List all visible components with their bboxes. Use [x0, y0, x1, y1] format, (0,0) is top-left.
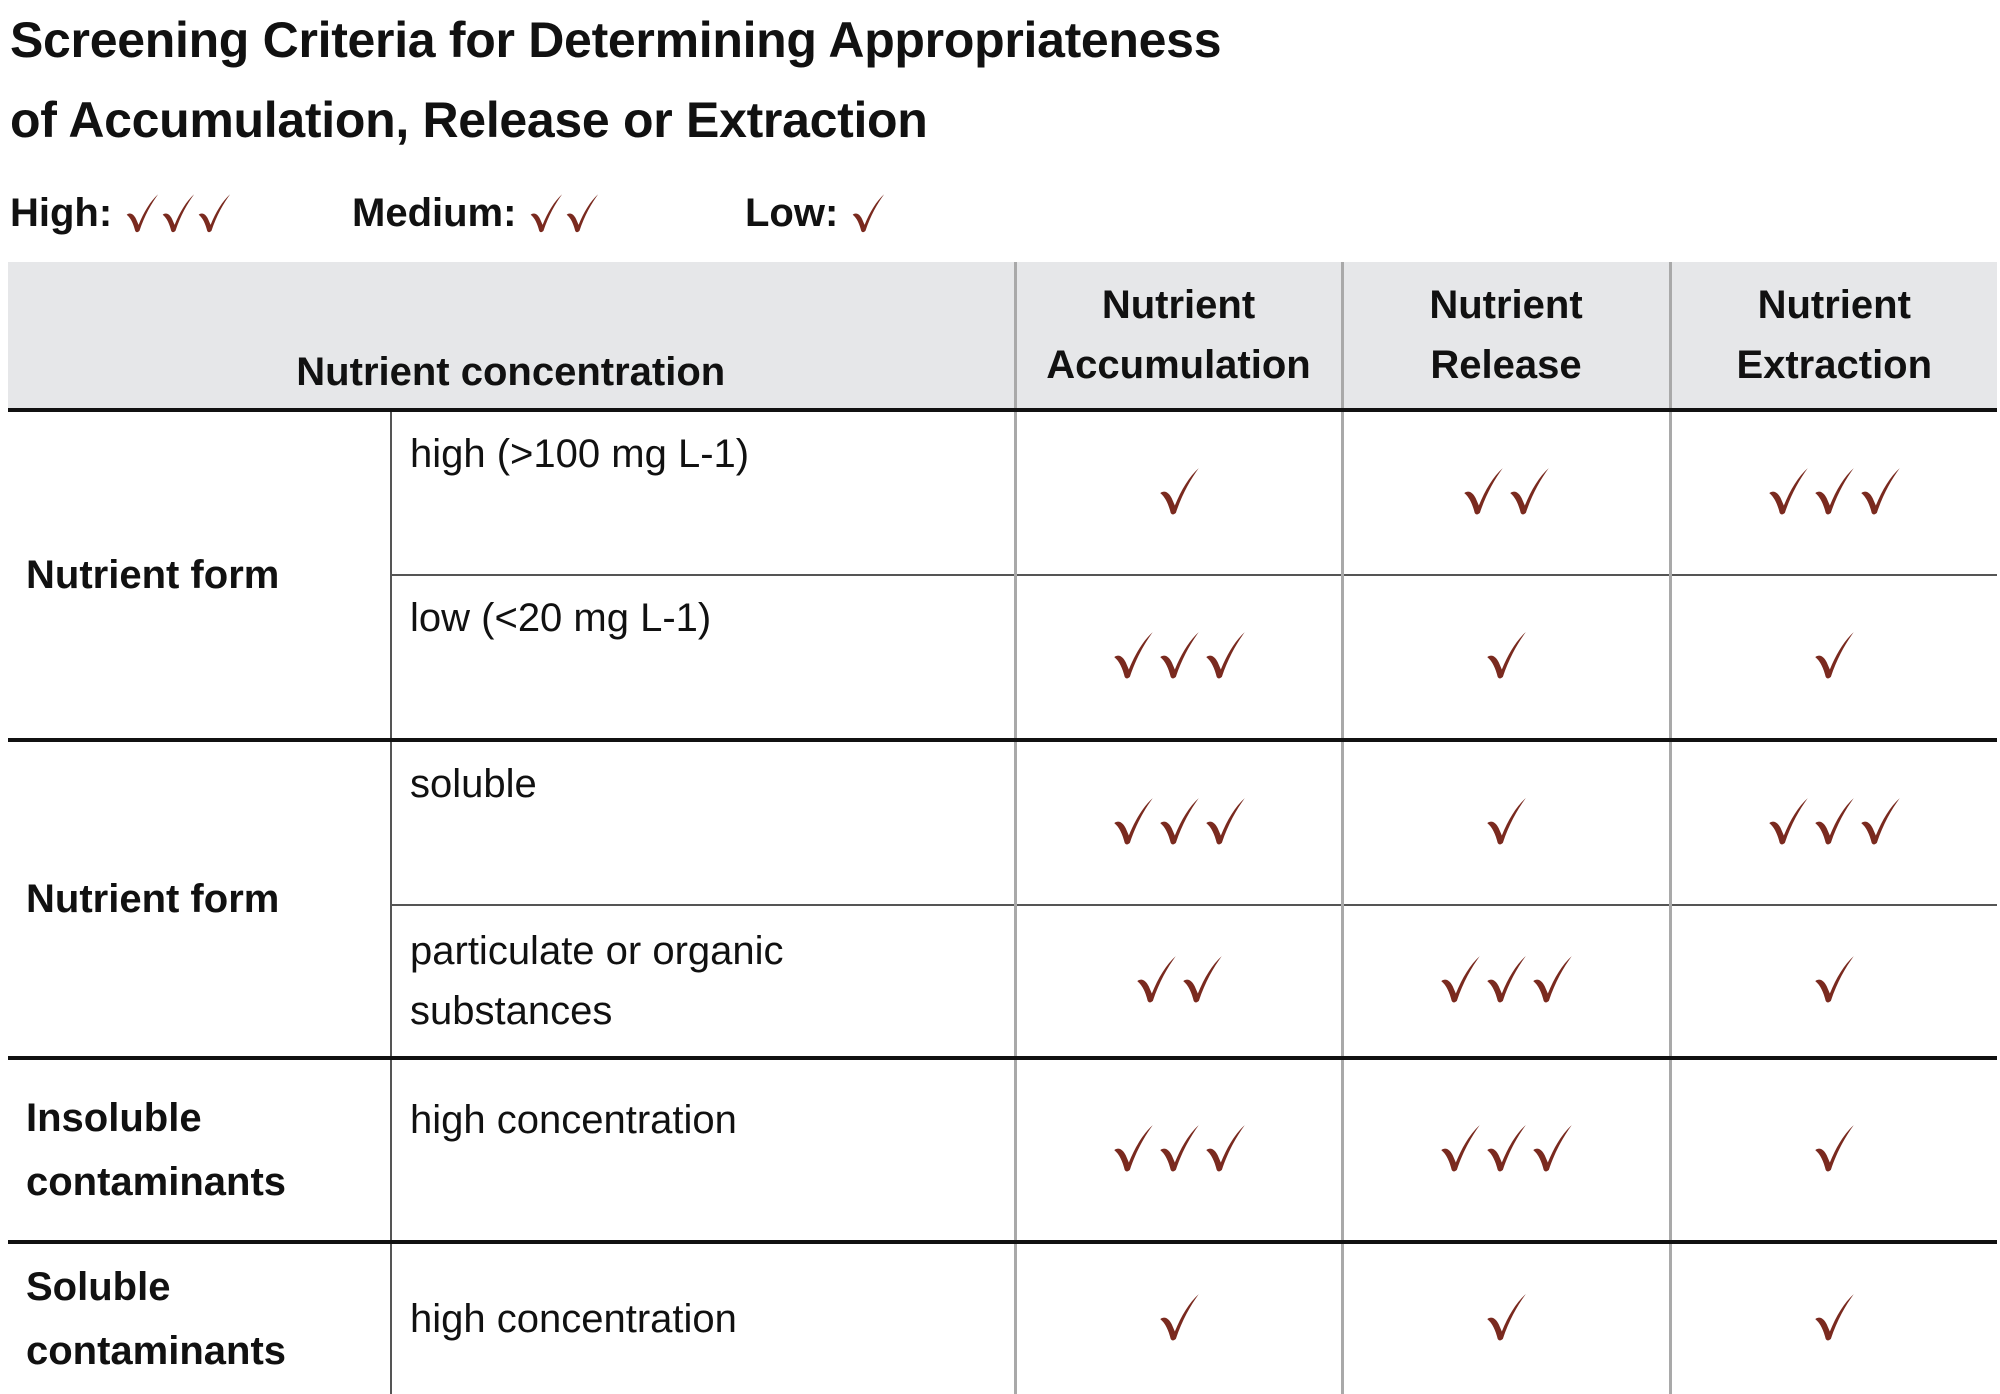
accumulation-rating-cell	[1015, 740, 1342, 905]
check-icon	[161, 191, 195, 235]
check-rating	[1811, 1291, 1857, 1343]
check-rating	[1110, 1122, 1248, 1174]
extraction-rating-cell	[1670, 575, 1997, 740]
check-icon	[1158, 465, 1200, 517]
accumulation-rating-cell	[1015, 1058, 1342, 1242]
check-icon	[1462, 465, 1504, 517]
check-icon	[1204, 1122, 1246, 1174]
group-label-insoluble-contaminants: Insoluble contaminants	[8, 1058, 391, 1242]
extraction-rating-cell	[1670, 1242, 1997, 1394]
check-rating	[1811, 1122, 1857, 1174]
check-rating	[1483, 1291, 1529, 1343]
check-rating	[1765, 795, 1903, 847]
check-icon	[1439, 1122, 1481, 1174]
check-icon	[125, 191, 159, 235]
check-rating	[1133, 953, 1225, 1005]
title-line-2: of Accumulation, Release or Extraction	[10, 92, 928, 148]
accumulation-rating-cell	[1015, 905, 1342, 1058]
check-icon	[1813, 1122, 1855, 1174]
check-icon	[1181, 953, 1223, 1005]
release-rating-cell	[1342, 410, 1670, 575]
table-row	[8, 410, 1997, 575]
check-icon	[1485, 1122, 1527, 1174]
release-rating-cell	[1342, 1242, 1670, 1394]
check-icon	[1204, 629, 1246, 681]
legend-low-label: Low:	[745, 190, 839, 235]
extraction-rating-cell	[1670, 410, 1997, 575]
check-icon	[1767, 795, 1809, 847]
check-icon	[1158, 1122, 1200, 1174]
condition-cell: high concentration	[391, 1058, 1015, 1242]
release-rating-cell	[1342, 905, 1670, 1058]
legend-high-label: High:	[10, 190, 113, 235]
header-nutrient-release	[1342, 262, 1670, 410]
legend-medium	[352, 178, 600, 248]
check-icon	[1485, 629, 1527, 681]
check-rating	[1110, 629, 1248, 681]
check-icon	[1531, 953, 1573, 1005]
legend-high	[10, 178, 232, 248]
check-icon	[197, 191, 231, 235]
screening-criteria-table	[8, 262, 1997, 1394]
header-nutrient-extraction	[1670, 262, 1997, 410]
check-icon	[1135, 953, 1177, 1005]
release-rating-cell	[1342, 575, 1670, 740]
legend-medium-checks	[528, 191, 600, 235]
check-rating	[1811, 953, 1857, 1005]
legend-low	[745, 178, 886, 248]
header-nutrient-accumulation	[1015, 262, 1342, 410]
check-icon	[529, 191, 563, 235]
check-icon	[1158, 629, 1200, 681]
release-rating-cell	[1342, 1058, 1670, 1242]
check-icon	[1813, 629, 1855, 681]
group-label-soluble-contaminants: Soluble contaminants	[8, 1242, 391, 1394]
check-icon	[1112, 1122, 1154, 1174]
extraction-rating-cell	[1670, 1058, 1997, 1242]
table-row	[8, 1242, 1997, 1394]
check-rating	[1483, 629, 1529, 681]
check-icon	[1813, 953, 1855, 1005]
check-rating	[1483, 795, 1529, 847]
check-icon	[1813, 465, 1855, 517]
check-icon	[1439, 953, 1481, 1005]
check-icon	[1204, 795, 1246, 847]
check-rating	[1110, 795, 1248, 847]
check-icon	[1813, 795, 1855, 847]
group-label-nutrient-form: Nutrient form	[26, 553, 280, 597]
check-rating	[1811, 629, 1857, 681]
check-rating	[1437, 953, 1575, 1005]
check-icon	[1859, 465, 1901, 517]
check-icon	[1158, 1291, 1200, 1343]
check-icon	[1112, 795, 1154, 847]
condition-cell: high (>100 mg L-1)	[391, 410, 1015, 575]
check-icon	[1485, 953, 1527, 1005]
title-line-1: Screening Criteria for Determining Appropriateness	[10, 12, 1222, 68]
legend-low-checks	[850, 191, 886, 235]
header-release-line-2: Release	[1430, 343, 1582, 387]
condition-cell: soluble	[391, 740, 1015, 905]
extraction-rating-cell	[1670, 740, 1997, 905]
accumulation-rating-cell	[1015, 410, 1342, 575]
header-nutrient-concentration: Nutrient concentration	[8, 262, 1015, 410]
table-row	[8, 740, 1997, 905]
check-icon	[1112, 629, 1154, 681]
page-title	[10, 0, 1510, 160]
legend-medium-label: Medium:	[352, 190, 517, 235]
check-icon	[1485, 1291, 1527, 1343]
check-rating	[1765, 465, 1903, 517]
extraction-rating-cell	[1670, 905, 1997, 1058]
table-row	[8, 1058, 1997, 1242]
check-icon	[1813, 1291, 1855, 1343]
legend-high-checks	[124, 191, 232, 235]
release-rating-cell	[1342, 740, 1670, 905]
check-icon	[1531, 1122, 1573, 1174]
header-extraction-line-2: Extraction	[1736, 343, 1933, 387]
check-rating	[1156, 1291, 1202, 1343]
check-icon	[1859, 795, 1901, 847]
header-accumulation-line-2: Accumulation	[1046, 343, 1311, 387]
header-accumulation-line-1: Nutrient	[1101, 283, 1256, 327]
check-rating	[1460, 465, 1552, 517]
table-header-row	[8, 262, 1997, 410]
accumulation-rating-cell	[1015, 1242, 1342, 1394]
condition-cell: low (<20 mg L-1)	[391, 575, 1015, 740]
check-icon	[1485, 795, 1527, 847]
condition-cell: particulate or organic substances	[391, 905, 1015, 1058]
check-icon	[1767, 465, 1809, 517]
check-rating	[1156, 465, 1202, 517]
header-release-line-1: Nutrient	[1429, 283, 1583, 327]
accumulation-rating-cell	[1015, 575, 1342, 740]
condition-cell: high concentration	[391, 1242, 1015, 1394]
check-rating	[1437, 1122, 1575, 1174]
header-extraction-line-1: Nutrient	[1757, 283, 1911, 327]
check-icon	[851, 191, 885, 235]
check-icon	[1508, 465, 1550, 517]
check-icon	[565, 191, 599, 235]
check-icon	[1158, 795, 1200, 847]
group-label-nutrient-form: Nutrient form	[8, 740, 391, 1058]
